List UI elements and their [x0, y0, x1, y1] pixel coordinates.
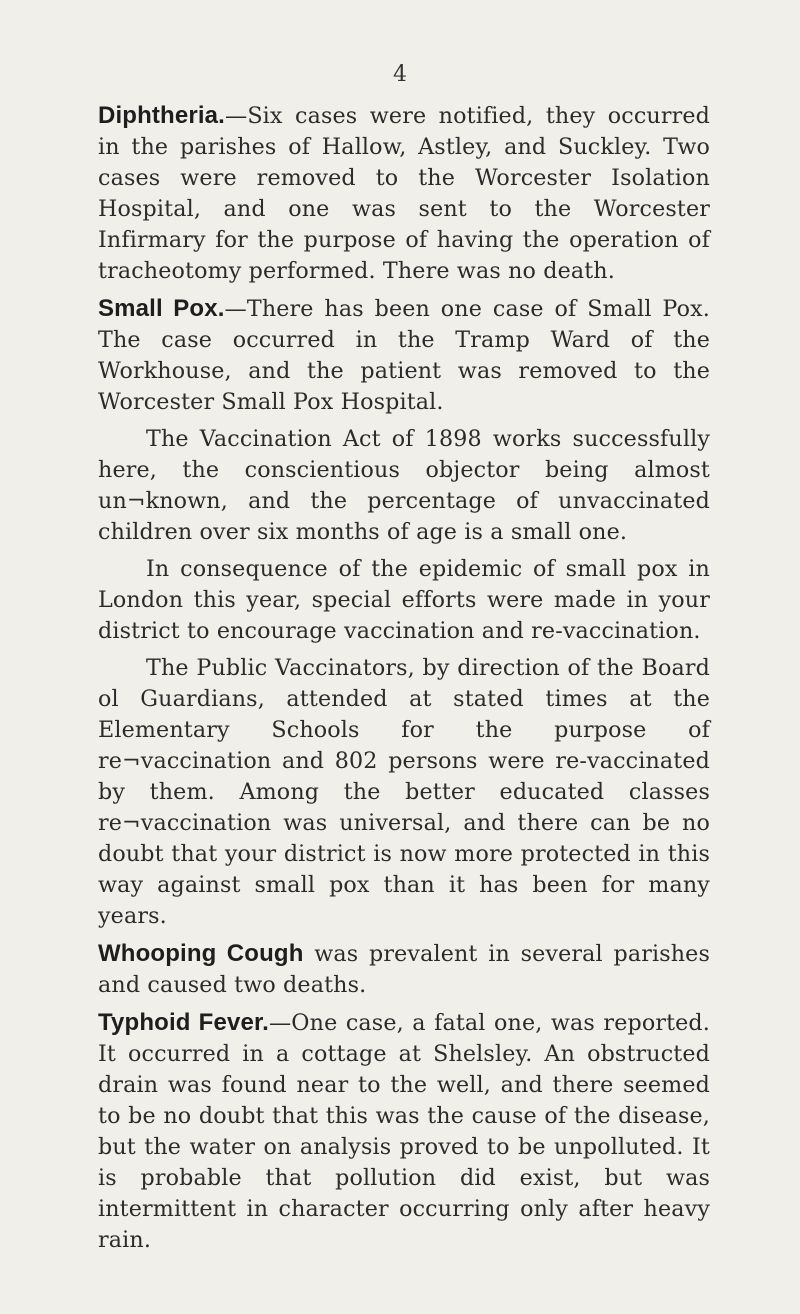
diphtheria-paragraph	[98, 100, 710, 287]
small-pox-heading: Small Pox.	[98, 295, 225, 322]
small-pox-paragraph	[98, 293, 710, 418]
vaccination-act-paragraph: The Vaccination Act of 1898 works successfully here, the conscientious objector being almost un¬known, and the percentage of unvaccinated children over six months of age is a small one.	[98, 426, 710, 545]
page-number: 4	[393, 62, 407, 87]
typhoid-fever-paragraph	[98, 1007, 710, 1256]
diphtheria-heading: Diphtheria.	[98, 102, 225, 129]
whooping-cough-text: was prevalent in several parishes and caused two deaths.	[98, 941, 710, 998]
typhoid-fever-heading: Typhoid Fever.	[98, 1009, 269, 1036]
epidemic-paragraph: In consequence of the epidemic of small pox in London this year, special efforts were made in your district to encourage vaccination and re-vaccination.	[98, 556, 710, 644]
typhoid-fever-text: —One case, a fatal one, was reported. It occurred in a cottage at Shelsley. An obstructed drain was found near to the well, and there seemed to be no doubt that this was the cause of the disease, but the water on analysis proved to be unpolluted. It is probable that pollution did exist, but was intermittent in character occurring only after heavy rain.	[98, 1010, 710, 1253]
whooping-cough-paragraph	[98, 938, 710, 1001]
public-vaccinators-paragraph: The Public Vaccinators, by direction of the Board ol Guardians, attended at stated times at the Elementary Schools for the purpose of re¬vaccination and 802 persons were re-vaccinated by them. Among the better educated classes re¬vaccination was universal, and there can be no doubt that your district is now more protected in this way against small pox than it has been for many years.	[98, 655, 710, 929]
whooping-cough-heading: Whooping Cough	[98, 940, 304, 967]
small-pox-text: —There has been one case of Small Pox. The case occurred in the Tramp Ward of the Workhouse, and the patient was removed to the Worcester Small Pox Hospital.	[98, 296, 710, 415]
diphtheria-text: —Six cases were notified, they occurred in the parishes of Hallow, Astley, and Suckley. Two cases were removed to the Worcester Isolation Hospital, and one was sent to the Worcester Infirmary for the purpose of having the operation of tracheotomy performed. There was no death.	[98, 103, 710, 284]
report-body	[98, 100, 710, 1262]
